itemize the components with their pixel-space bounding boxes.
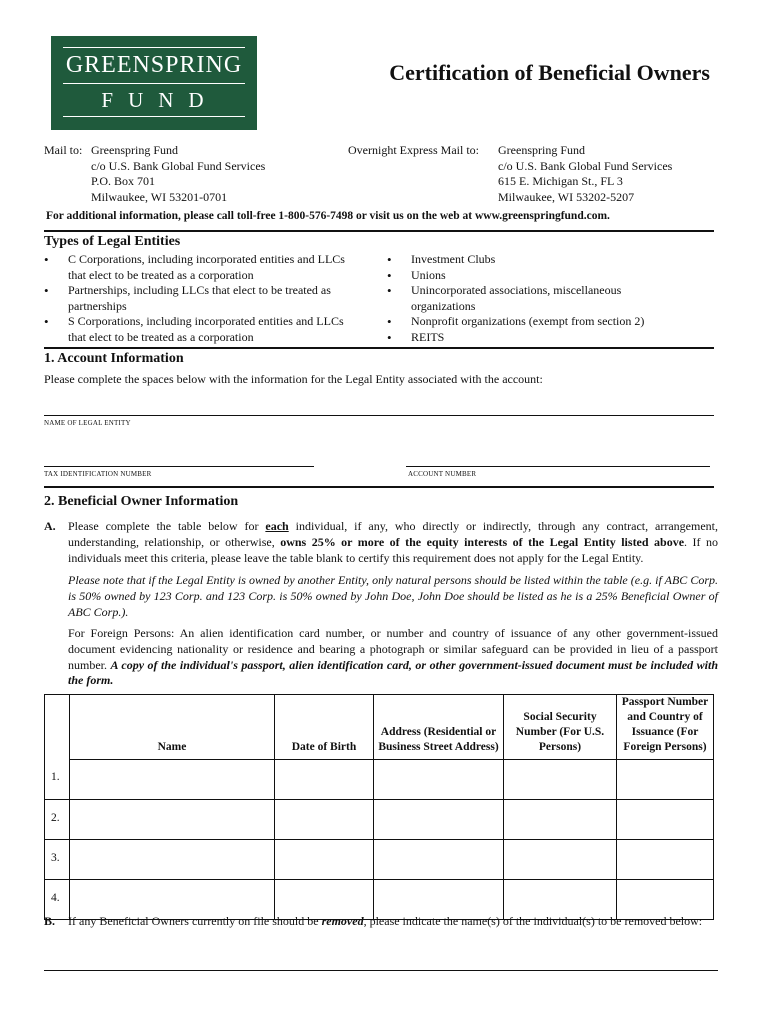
column-header-date-of-birth: Date of Birth bbox=[275, 695, 374, 760]
list-item: • Partnerships, including LLCs that elect to be treated as partnerships bbox=[44, 283, 354, 314]
column-header-passport: Passport Number and Country of Issuance (For Foreign Persons) bbox=[617, 695, 714, 760]
row-number: 4. bbox=[45, 880, 70, 920]
name-cell[interactable] bbox=[70, 800, 275, 840]
foreign-persons-note bbox=[68, 626, 718, 689]
table-row bbox=[45, 840, 714, 880]
logo-rule-top bbox=[63, 47, 245, 48]
entity-types-left-list bbox=[44, 252, 354, 345]
name-cell[interactable] bbox=[70, 760, 275, 800]
part-a-text: individual, if any, who directly or indirectly, through any contract, arrangement, understanding, relationship, or otherwise, bbox=[68, 519, 718, 549]
list-item: • Investment Clubs bbox=[387, 252, 677, 268]
legal-entity-name-field[interactable] bbox=[44, 415, 714, 416]
passport-cell[interactable] bbox=[617, 760, 714, 800]
part-b-marker: B. bbox=[44, 914, 56, 928]
column-header-address: Address (Residential or Business Street Address) bbox=[374, 695, 504, 760]
logo-line-2: FUND bbox=[101, 88, 219, 112]
part-a-text: . If no individuals meet this criteria, please leave the table blank to certify this requirement does not apply for the Legal Entity. bbox=[68, 534, 718, 565]
date-of-birth-cell[interactable] bbox=[275, 840, 374, 880]
part-b-text: , please indicate the name(s) of the individual(s) to be removed below: bbox=[363, 914, 703, 928]
overnight-line: c/o U.S. Bank Global Fund Services bbox=[498, 158, 673, 173]
ssn-cell[interactable] bbox=[504, 800, 617, 840]
mail-line: P.O. Box 701 bbox=[91, 174, 156, 188]
passport-cell[interactable] bbox=[617, 840, 714, 880]
part-a-text: Please complete the table below for bbox=[68, 519, 266, 533]
account-number-label: ACCOUNT NUMBER bbox=[408, 470, 477, 478]
contact-info-line: For additional information, please call toll-free 1-800-576-7498 or visit us on the web at www.greenspringfund.com. bbox=[46, 210, 610, 222]
overnight-line: Milwaukee, WI 53202-5207 bbox=[498, 189, 635, 204]
entity-types-right-list bbox=[387, 252, 677, 345]
name-cell[interactable] bbox=[70, 840, 275, 880]
column-header-ssn: Social Security Number (For U.S. Persons) bbox=[504, 695, 617, 760]
date-of-birth-cell[interactable] bbox=[275, 800, 374, 840]
mail-to-address bbox=[91, 143, 265, 205]
page-title: Certification of Beneficial Owners bbox=[389, 60, 710, 85]
row-number: 3. bbox=[45, 840, 70, 880]
table-header-row bbox=[45, 695, 714, 760]
date-of-birth-cell[interactable] bbox=[275, 760, 374, 800]
column-header-name: Name bbox=[70, 695, 275, 760]
divider bbox=[44, 230, 714, 232]
row-number-header bbox=[45, 695, 70, 760]
overnight-mail-address bbox=[498, 143, 672, 205]
section-2-heading: 2. Beneficial Owner Information bbox=[44, 494, 239, 509]
part-a-ownership-threshold: owns 25% or more of the equity interests of the Legal Entity listed above bbox=[280, 534, 685, 549]
part-b-removed: removed bbox=[321, 914, 364, 928]
types-heading: Types of Legal Entities bbox=[44, 234, 181, 249]
address-cell[interactable] bbox=[374, 800, 504, 840]
legal-entity-name-label: NAME OF LEGAL ENTITY bbox=[44, 419, 131, 427]
table-row bbox=[45, 800, 714, 840]
logo-rule-bottom bbox=[63, 116, 245, 117]
divider bbox=[44, 486, 714, 488]
address-cell[interactable] bbox=[374, 840, 504, 880]
ssn-cell[interactable] bbox=[504, 760, 617, 800]
row-number: 2. bbox=[45, 800, 70, 840]
list-item: • Unions bbox=[387, 268, 677, 284]
part-a-marker: A. bbox=[44, 519, 56, 533]
tax-id-label: TAX IDENTIFICATION NUMBER bbox=[44, 470, 152, 478]
overnight-line: Greenspring Fund bbox=[498, 143, 585, 157]
part-b-instructions bbox=[68, 914, 708, 930]
list-item: • C Corporations, including incorporated entities and LLCs that elect to be treated as a corporation bbox=[44, 252, 354, 283]
foreign-document-requirement: A copy of the individual's passport, alien identification card, or other government-issued document must be included with the form. bbox=[68, 657, 719, 688]
entity-ownership-note: Please note that if the Legal Entity is owned by another Entity, only natural persons should be listed within the table (e.g. if ABC Corp. is 50% owned by 123 Corp. and 123 Corp. is 50% owned by John Doe, John Doe should be listed as he is a 25% Beneficial Owner of ABC Corp.). bbox=[68, 573, 718, 619]
list-item: • Nonprofit organizations (exempt from section 2) bbox=[387, 314, 677, 330]
ssn-cell[interactable] bbox=[504, 840, 617, 880]
divider bbox=[44, 347, 714, 349]
greenspring-fund-logo bbox=[51, 36, 257, 130]
list-item: • Unincorporated associations, miscellaneous organizations bbox=[387, 283, 677, 314]
overnight-mail-label: Overnight Express Mail to: bbox=[348, 143, 479, 157]
section-1-heading: 1. Account Information bbox=[44, 351, 184, 366]
tax-id-field[interactable] bbox=[44, 466, 314, 467]
part-a-instructions bbox=[68, 519, 718, 566]
section-1-intro: Please complete the spaces below with the information for the Legal Entity associated with the account: bbox=[44, 372, 543, 386]
passport-cell[interactable] bbox=[617, 800, 714, 840]
table-row bbox=[45, 760, 714, 800]
mail-line: Greenspring Fund bbox=[91, 143, 178, 157]
list-item: • REITS bbox=[387, 330, 677, 346]
list-item: • S Corporations, including incorporated entities and LLCs that elect to be treated as a corporation bbox=[44, 314, 354, 345]
logo-line-1: GREENSPRING bbox=[65, 52, 243, 78]
part-a-each: each bbox=[265, 519, 289, 533]
row-number: 1. bbox=[45, 760, 70, 800]
overnight-line: 615 E. Michigan St., FL 3 bbox=[498, 174, 623, 188]
mail-to-label: Mail to: bbox=[44, 143, 83, 157]
logo-rule-middle bbox=[63, 83, 245, 84]
part-b-text: If any Beneficial Owners currently on file should be bbox=[68, 914, 322, 928]
address-cell[interactable] bbox=[374, 760, 504, 800]
beneficial-owner-table bbox=[44, 694, 714, 920]
foreign-text: For Foreign Persons: An alien identification card number, or number and country of issuance of any other government-issued document evidencing nationality or residence and bearing a photograph or similar safeguard can be provided in lieu of a passport number. bbox=[68, 626, 718, 672]
account-number-field[interactable] bbox=[406, 466, 710, 467]
removed-owners-field[interactable] bbox=[44, 970, 718, 971]
mail-line: c/o U.S. Bank Global Fund Services bbox=[91, 158, 266, 173]
mail-line: Milwaukee, WI 53201-0701 bbox=[91, 189, 228, 204]
